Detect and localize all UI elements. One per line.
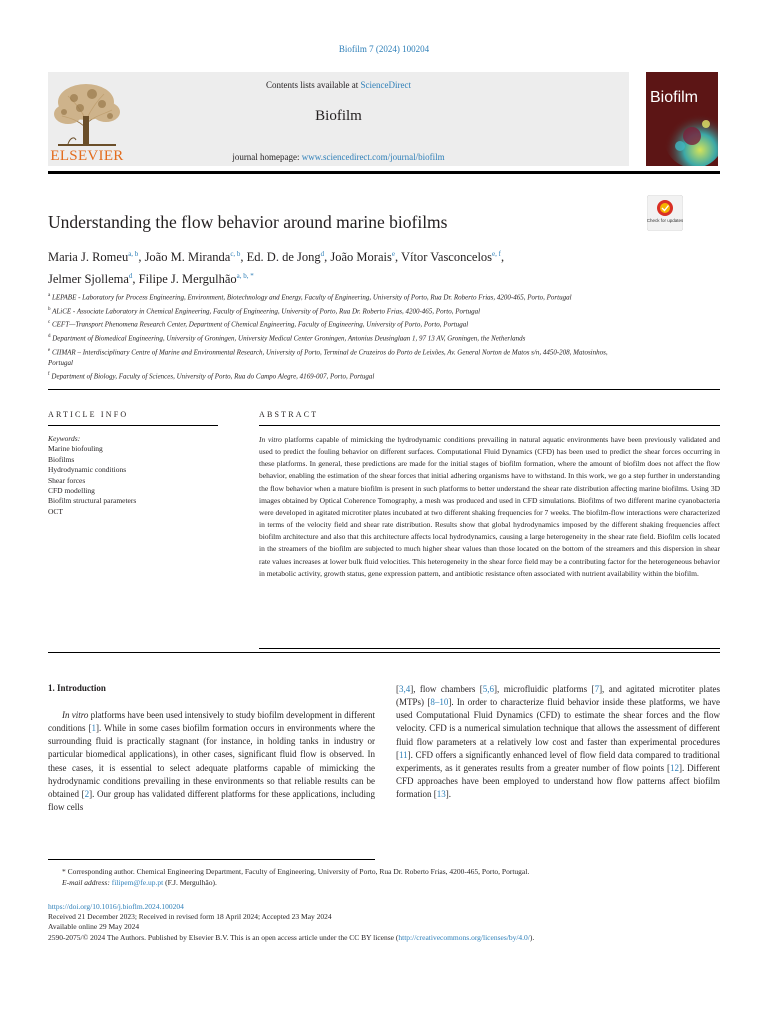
corresponding-author-footnote (48, 866, 720, 889)
author-name[interactable]: João M. Miranda (144, 250, 231, 265)
intro-text: ]. While in some cases biofilm formation occurs in environments where the surrounding fluid is practically stagnant (for instance, in holding tanks in industry or particular biomedical applications), in other cases, significant fluid flow is observed. In these cases, it is essential to select adequate platforms capable of mimicking the hydrodynamic conditions prevailing in these environments so that reliable results can be obtained [ (48, 723, 375, 799)
introduction-right-column (396, 683, 720, 801)
affiliation-marker: d (48, 333, 51, 339)
author-name[interactable]: Vítor Vasconcelos (400, 250, 493, 265)
keyword-item: Shear forces (48, 475, 86, 485)
doi-link[interactable]: https://doi.org/10.1016/j.bioflm.2024.100204 (48, 902, 184, 911)
affiliation-item (48, 369, 628, 383)
intro-text: [ (396, 684, 399, 694)
abstract-heading: ABSTRACT (259, 410, 319, 419)
affiliation-marker: a (48, 293, 51, 298)
article-title: Understanding the flow behavior around marine biofilms (48, 212, 448, 232)
affiliation-text: Department of Biology, Faculty of Sciences, University of Porto, Rua do Campo Alegre, 4169-007, Porto, Portugal (51, 372, 375, 381)
author-affiliation-marker[interactable]: e (391, 250, 395, 258)
intro-text: ]. Different CFD approaches have been employed to understand how flow patterns affect biofilm formation [ (396, 762, 720, 800)
journal-name: Biofilm (315, 108, 362, 124)
keywords-list (48, 444, 218, 517)
affiliation-marker: f (48, 372, 50, 378)
citation-link[interactable]: 5,6 (482, 684, 495, 694)
check-for-updates-icon[interactable] (647, 195, 683, 231)
footnote-email-line (48, 877, 720, 888)
author-name[interactable]: Ed. D. de Jong (246, 250, 321, 265)
intro-text: platforms have been used intensively to study biofilm development in different conditions [ (48, 710, 375, 734)
author-name[interactable]: João Morais (330, 250, 392, 265)
author-affiliation-marker[interactable]: d (128, 272, 133, 281)
affiliation-item (48, 290, 628, 304)
cover-art-icon (646, 72, 718, 166)
affiliation-item (48, 345, 628, 370)
contents-prefix: Contents lists available at (266, 80, 361, 90)
footnote-rule (48, 859, 375, 860)
author-affiliation-marker[interactable]: d (320, 250, 325, 258)
license-prefix: 2590-2075/© 2024 The Authors. Published by Elsevier B.V. This is an open access article under the CC BY license ( (48, 932, 399, 942)
affiliation-text: ALiCE - Associate Laboratory in Chemical Engineering, Faculty of Engineering, University of Porto, Rua Dr. Roberto Frias, 4200-465, Porto, Portugal (52, 306, 481, 315)
citation-link[interactable]: 13 (436, 789, 446, 800)
header-rule (48, 171, 720, 174)
affiliation-item (48, 304, 628, 318)
citation-link[interactable]: 11 (399, 749, 408, 760)
article-info-heading: ARTICLE INFO (48, 410, 129, 419)
homepage-line (48, 152, 629, 162)
journal-homepage-link[interactable]: www.sciencedirect.com/journal/biofilm (301, 152, 445, 162)
publication-info (48, 902, 728, 943)
journal-citation[interactable] (0, 44, 768, 54)
license-line (48, 933, 728, 943)
affiliation-marker: b (48, 306, 51, 312)
keyword-item: CFD modelling (48, 486, 95, 496)
intro-text: ]. CFD offers a significantly enhanced level of flow field data compared to traditional experiments, as it generates results from a greater number of flow points [ (396, 749, 720, 773)
keyword-item: Biofilm structural parameters (48, 496, 137, 506)
introduction-left-column (48, 709, 375, 814)
author-name[interactable]: Maria J. Romeu (48, 250, 129, 265)
cover-title: Biofilm (650, 89, 699, 106)
sciencedirect-link[interactable]: ScienceDirect (360, 80, 411, 90)
author-name[interactable]: Jelmer Sjollema (48, 272, 129, 287)
intro-text: ]. Our group has validated different platforms for these applications, including flow cells (48, 788, 375, 813)
keyword-item: Hydrodynamic conditions (48, 465, 127, 475)
author-email-link[interactable]: filipem@fe.up.pt (111, 878, 164, 888)
introduction-heading: 1. Introduction (48, 683, 106, 693)
journal-cover-image[interactable] (646, 72, 718, 166)
citation-link[interactable]: 12 (670, 762, 680, 773)
email-suffix: (F.J. Mergulhão). (163, 878, 217, 888)
keywords-block (48, 434, 218, 517)
affiliation-marker: c (48, 320, 51, 326)
intro-text: ]. (445, 789, 451, 800)
affiliation-text: CEFT—Transport Phenomena Research Center, Department of Chemical Engineering, Faculty of Engineering, University of Porto, Porto, Portugal (51, 320, 469, 329)
abstract-end-rule (259, 648, 720, 649)
author-affiliation-marker[interactable]: c, b (230, 250, 241, 258)
abstract-rule (259, 425, 720, 426)
citation-link[interactable]: 1 (91, 723, 96, 734)
received-dates: Received 21 December 2023; Received in revised form 18 April 2024; Accepted 23 May 2024 (48, 912, 332, 922)
citation-link[interactable]: 8–10 (430, 697, 449, 708)
intro-text: ], flow chambers [ (410, 684, 483, 694)
journal-citation-link[interactable]: Biofilm 7 (2024) 100204 (338, 44, 430, 54)
email-label: E-mail address: (62, 878, 112, 888)
affiliation-text: CIIMAR – Interdisciplinary Centre of Marine and Environmental Research, University of Porto, Terminal de Cruzeiros do Porto de Leixões, Av. General Norton de Matos s/n, 4450-208, Matosinhos, Portugal (48, 347, 608, 368)
abstract-lead-italic: In vitro (259, 435, 282, 444)
keyword-item: OCT (48, 506, 63, 516)
affiliation-item (48, 317, 628, 331)
keyword-item: Biofilms (48, 454, 75, 464)
affiliation-rule (48, 389, 720, 390)
citation-link[interactable]: 7 (594, 684, 600, 694)
footnote-author-line: * Corresponding author. Chemical Engineering Department, Faculty of Engineering, University of Porto, Rua Dr. Roberto Frias, 4200-465, Porto, Portugal. (62, 867, 530, 876)
homepage-prefix: journal homepage: (232, 152, 302, 162)
intro-text: ]. In order to characterize fluid behavior inside these platforms, we have used Computational Fluid Dynamics (CFD) to estimate the shear forces and the flow velocity. CFD is a numerical simulation technique that allows the assessment of different fluid flow parameters at a relatively low cost and faster than experimental procedures [ (396, 697, 720, 760)
check-badge-label: Check for updates (647, 218, 683, 223)
intro-italic-lead: In vitro (62, 710, 89, 720)
citation-link[interactable]: 2 (84, 788, 90, 799)
article-info-rule (48, 425, 218, 426)
author-affiliation-marker[interactable]: a, b, * (236, 272, 254, 281)
online-date: Available online 29 May 2024 (48, 922, 140, 932)
contents-line (48, 80, 629, 90)
abstract-text (259, 434, 720, 580)
author-affiliation-marker[interactable]: a, b (128, 250, 139, 258)
author-affiliation-marker[interactable]: e, f (492, 250, 501, 258)
license-link[interactable]: http://creativecommons.org/licenses/by/4.0/ (398, 932, 530, 942)
intro-text: ], microfluidic platforms [ (494, 684, 595, 694)
license-suffix: ). (529, 932, 535, 942)
keywords-label: Keywords: (48, 434, 81, 443)
author-list: Maria J. Romeu$^{a, b}$, João M. Miranda$^{c, b}$, Ed. D. de Jong$^d$, João Morais$^e$, Vítor Vasconcelos$^{e, f}$, Jelmer Sjollema$^d$, Filipe J. Mergulhão$^{a, b, *}$ (48, 250, 505, 287)
affiliation-list (48, 290, 628, 383)
author-name[interactable]: Filipe J. Mergulhão (138, 272, 237, 287)
abstract-body: platforms capable of mimicking the hydrodynamic conditions prevailing in natural aquatic environments have been previously validated and used to predict the fouling behavior on different surfaces. Computational Fluid Dynamics (CFD) has been used to predict the shear forces occurring in these platforms. In general, these predictions are made for the initial stages of biofilm formation, where the amount of biofilm does not affect the flow behavior, enabling the estimation of the shear forces that initial adhering organisms have to withstand. In this work, we go a step further in understanding the flow behavior when a mature biofilm is present in such platforms to better understand the shear rate distribution affecting marine biofilms. Using 3D images obtained by Optical Coherence Tomography, a mesh was produced and used in CFD simulations. Biofilms of two different marine cyanobacteria were developed in agitated microtiter plates incubated at two different shaking frequencies for 7 weeks. The biofilm-flow interactions were characterized in terms of the velocity field and shear rate distribution. Results show that global hydrodynamics imposed by the different shaking frequencies affect biofilm architecture and also that this architecture affects local hydrodynamics, causing a large heterogeneity in the shear rate field. Biofilm cells located in the streamers of the biofilm are subjected to much higher shear values than those located on the bottom of the streamers and this dispersion in shear rate values increases at lower bulk fluid velocities. This heterogeneity in the shear force field may be a contributing factor for the heterogeneous behavior in metabolic activity, growth status, gene expression pattern, and antibiotic resistance often associated with nutrient availability within the biofilm. (259, 435, 720, 578)
body-start-rule (48, 652, 720, 653)
affiliation-item (48, 331, 628, 345)
affiliation-marker: e (48, 347, 51, 353)
keyword-item: Marine biofouling (48, 444, 103, 454)
elsevier-wordmark: ELSEVIER (50, 148, 124, 164)
affiliation-text: Department of Biomedical Engineering, University of Groningen, University Medical Center Groningen, Antonius Deusinglaan 1, 97 13 AV, Groningen, the Netherlands (52, 334, 526, 343)
affiliation-text: LEPABE - Laboratory for Process Engineering, Environment, Biotechnology and Energy, Faculty of Engineering, University of Porto, Rua Dr. Roberto Frias, 4200-465, Porto, Portugal (51, 293, 572, 302)
intro-text: ], and agitated microtiter plates (MTPs) [ (396, 684, 720, 708)
citation-link[interactable]: 3,4 (399, 684, 411, 694)
